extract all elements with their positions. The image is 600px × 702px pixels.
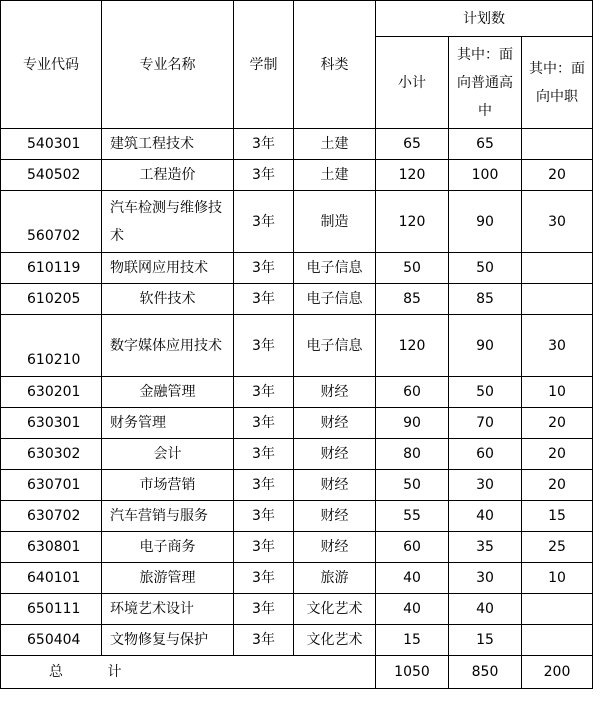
cell-category: 土建 [294,129,376,160]
cell-category: 文化艺术 [294,625,376,656]
table-row [1,470,593,501]
total-label: 总 计 [1,656,376,689]
cell-voc [522,129,593,160]
total-voc: 200 [522,656,593,689]
table-row [1,625,593,656]
cell-name: 建筑工程技术 [102,129,234,160]
cell-category: 财经 [294,439,376,470]
cell-system: 3年 [234,470,294,501]
cell-name: 电子商务 [102,532,234,563]
cell-subtotal: 90 [376,408,449,439]
cell-category: 制造 [294,191,376,253]
cell-name: 软件技术 [102,284,234,315]
cell-subtotal: 50 [376,470,449,501]
cell-name: 金融管理 [102,377,234,408]
cell-subtotal: 40 [376,563,449,594]
cell-name: 财务管理 [102,408,234,439]
table-row [1,160,593,191]
cell-high: 90 [449,315,522,377]
cell-high: 60 [449,439,522,470]
cell-subtotal: 120 [376,191,449,253]
cell-system: 3年 [234,284,294,315]
cell-category: 旅游 [294,563,376,594]
cell-name: 市场营销 [102,470,234,501]
cell-subtotal: 120 [376,315,449,377]
table-row [1,563,593,594]
header-name: 专业名称 [102,1,234,129]
cell-voc: 10 [522,377,593,408]
cell-name: 会计 [102,439,234,470]
cell-system: 3年 [234,129,294,160]
cell-code: 640101 [1,563,102,594]
cell-code: 610119 [1,253,102,284]
cell-system: 3年 [234,625,294,656]
table-row [1,315,593,377]
cell-code: 630301 [1,408,102,439]
cell-system: 3年 [234,532,294,563]
cell-code: 650404 [1,625,102,656]
cell-name [102,315,234,377]
cell-subtotal: 85 [376,284,449,315]
cell-code: 630302 [1,439,102,470]
cell-name [102,191,234,253]
cell-system: 3年 [234,160,294,191]
cell-subtotal: 60 [376,532,449,563]
cell-high: 35 [449,532,522,563]
cell-high: 85 [449,284,522,315]
cell-system: 3年 [234,563,294,594]
cell-code: 630801 [1,532,102,563]
header-subtotal: 小计 [376,37,449,129]
cell-category: 电子信息 [294,284,376,315]
cell-voc: 30 [522,191,593,253]
table-row [1,377,593,408]
header-high-school-text: 其中：面向普通高中 [457,46,513,119]
cell-system: 3年 [234,315,294,377]
header-plan: 计划数 [376,1,593,37]
cell-high: 100 [449,160,522,191]
table-row [1,253,593,284]
cell-high: 50 [449,377,522,408]
cell-voc: 20 [522,439,593,470]
cell-voc: 10 [522,563,593,594]
cell-code: 610210 [1,315,102,377]
cell-code: 610205 [1,284,102,315]
cell-name: 旅游管理 [102,563,234,594]
cell-name: 物联网应用技术 [102,253,234,284]
cell-high: 70 [449,408,522,439]
header-row-top [1,1,593,37]
header-vocational [522,37,593,129]
cell-code: 630201 [1,377,102,408]
cell-high: 90 [449,191,522,253]
table-row [1,408,593,439]
cell-name: 工程造价 [102,160,234,191]
table-row [1,284,593,315]
cell-system: 3年 [234,191,294,253]
cell-code: 630702 [1,501,102,532]
header-system: 学制 [234,1,294,129]
table-row [1,129,593,160]
cell-high: 40 [449,501,522,532]
cell-name-text: 汽车检测与维修技术 [110,199,222,244]
cell-code: 650111 [1,594,102,625]
cell-category: 财经 [294,470,376,501]
cell-name-text: 数字媒体应用技术 [110,337,222,354]
cell-subtotal: 60 [376,377,449,408]
cell-category: 财经 [294,532,376,563]
cell-category: 土建 [294,160,376,191]
header-vocational-text: 其中：面向中职 [529,60,585,105]
cell-subtotal: 40 [376,594,449,625]
total-row [1,656,593,689]
cell-high: 65 [449,129,522,160]
cell-voc [522,284,593,315]
cell-subtotal: 65 [376,129,449,160]
cell-code: 540301 [1,129,102,160]
cell-system: 3年 [234,377,294,408]
cell-voc: 20 [522,470,593,501]
cell-category: 财经 [294,501,376,532]
cell-system: 3年 [234,501,294,532]
cell-system: 3年 [234,594,294,625]
table-row [1,532,593,563]
cell-subtotal: 55 [376,501,449,532]
cell-high: 15 [449,625,522,656]
total-high: 850 [449,656,522,689]
cell-voc: 15 [522,501,593,532]
cell-voc [522,253,593,284]
cell-voc [522,594,593,625]
cell-category: 电子信息 [294,253,376,284]
cell-high: 50 [449,253,522,284]
cell-voc [522,625,593,656]
cell-name: 环境艺术设计 [102,594,234,625]
cell-system: 3年 [234,253,294,284]
cell-voc: 20 [522,408,593,439]
table-row [1,191,593,253]
header-high-school [449,37,522,129]
cell-code: 540502 [1,160,102,191]
cell-high: 40 [449,594,522,625]
cell-name: 汽车营销与服务 [102,501,234,532]
cell-code: 560702 [1,191,102,253]
cell-voc: 30 [522,315,593,377]
header-code: 专业代码 [1,1,102,129]
cell-system: 3年 [234,439,294,470]
cell-voc: 20 [522,160,593,191]
cell-subtotal: 15 [376,625,449,656]
table-row [1,594,593,625]
cell-subtotal: 120 [376,160,449,191]
cell-name: 文物修复与保护 [102,625,234,656]
cell-category: 财经 [294,408,376,439]
total-subtotal: 1050 [376,656,449,689]
cell-voc: 25 [522,532,593,563]
table-row [1,501,593,532]
table-row [1,439,593,470]
cell-code: 630701 [1,470,102,501]
cell-subtotal: 50 [376,253,449,284]
cell-category: 文化艺术 [294,594,376,625]
cell-category: 电子信息 [294,315,376,377]
cell-system: 3年 [234,408,294,439]
cell-subtotal: 80 [376,439,449,470]
cell-category: 财经 [294,377,376,408]
header-category: 科类 [294,1,376,129]
cell-high: 30 [449,470,522,501]
cell-high: 30 [449,563,522,594]
